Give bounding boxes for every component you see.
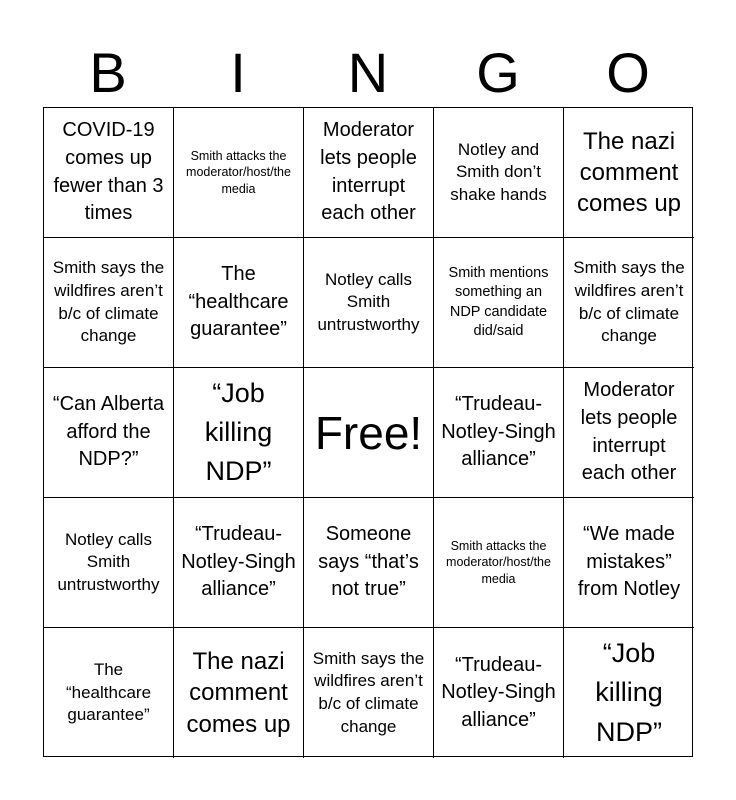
cell-text: “Job killing NDP”: [595, 638, 663, 747]
bingo-cell-r5-c3[interactable]: [304, 628, 434, 758]
cell-text: Notley calls Smith untrustworthy: [317, 269, 420, 334]
cell-text: Smith mentions something an NDP candidate did/said: [448, 265, 549, 339]
cell-text: Notley and Smith don’t shake hands: [450, 139, 547, 204]
bingo-header: [43, 40, 693, 104]
cell-text: “Trudeau-Notley-Singh alliance”: [441, 653, 556, 731]
cell-text: Notley calls Smith untrustworthy: [57, 529, 160, 594]
bingo-cell-r3-c4[interactable]: [434, 368, 564, 498]
header-letter-g: G: [476, 41, 520, 104]
bingo-cell-r2-c1[interactable]: [44, 238, 174, 368]
header-letter-o: O: [606, 41, 650, 104]
bingo-cell-r4-c5[interactable]: [564, 498, 694, 628]
bingo-cell-r5-c4[interactable]: [434, 628, 564, 758]
cell-text: “We made mistakes” from Notley: [577, 523, 681, 601]
bingo-free-space[interactable]: [304, 368, 434, 498]
bingo-cell-r2-c2[interactable]: [174, 238, 304, 368]
bingo-cell-r5-c1[interactable]: [44, 628, 174, 758]
bingo-cell-r4-c4[interactable]: [434, 498, 564, 628]
cell-text: Free!: [314, 406, 423, 459]
bingo-cell-r4-c3[interactable]: [304, 498, 434, 628]
bingo-cell-r3-c1[interactable]: [44, 368, 174, 498]
cell-text: Smith says the wildfires aren’t b/c of climate change: [52, 258, 165, 346]
bingo-cell-r1-c5[interactable]: [564, 108, 694, 238]
cell-text: Moderator lets people interrupt each other: [580, 379, 678, 485]
cell-text: Moderator lets people interrupt each other: [320, 119, 417, 225]
bingo-cell-r5-c2[interactable]: [174, 628, 304, 758]
header-letter-i: I: [230, 41, 246, 104]
cell-text: Smith says the wildfires aren’t b/c of climate change: [312, 648, 425, 736]
bingo-cell-r1-c1[interactable]: [44, 108, 174, 238]
bingo-cell-r4-c2[interactable]: [174, 498, 304, 628]
cell-text: Smith says the wildfires aren’t b/c of climate change: [573, 258, 685, 346]
bingo-cell-r2-c4[interactable]: [434, 238, 564, 368]
header-letter-n: N: [347, 41, 389, 104]
cell-text: Smith attacks the moderator/host/the media: [186, 149, 291, 196]
bingo-board: [43, 107, 693, 757]
cell-text: The “healthcare guarantee”: [65, 660, 152, 725]
bingo-cell-r2-c3[interactable]: [304, 238, 434, 368]
bingo-cell-r3-c2[interactable]: [174, 368, 304, 498]
cell-text: COVID-19 comes up fewer than 3 times: [53, 119, 164, 225]
cell-text: “Job killing NDP”: [204, 377, 273, 487]
cell-text: “Trudeau-Notley-Singh alliance”: [441, 393, 556, 471]
cell-text: Smith attacks the moderator/host/the media: [446, 539, 551, 586]
cell-text: The “healthcare guarantee”: [188, 263, 289, 341]
cell-text: “Can Alberta afford the NDP?”: [52, 393, 165, 471]
bingo-cell-r1-c3[interactable]: [304, 108, 434, 238]
bingo-cell-r4-c1[interactable]: [44, 498, 174, 628]
bingo-cell-r2-c5[interactable]: [564, 238, 694, 368]
bingo-cell-r1-c4[interactable]: [434, 108, 564, 238]
cell-text: The nazi comment comes up: [186, 648, 291, 738]
header-letter-b: B: [89, 41, 127, 104]
cell-text: “Trudeau-Notley-Singh alliance”: [181, 523, 296, 601]
cell-text: Someone says “that’s not true”: [318, 523, 419, 601]
cell-text: The nazi comment comes up: [576, 127, 682, 218]
bingo-cell-r3-c5[interactable]: [564, 368, 694, 498]
bingo-cell-r5-c5[interactable]: [564, 628, 694, 758]
bingo-cell-r1-c2[interactable]: [174, 108, 304, 238]
